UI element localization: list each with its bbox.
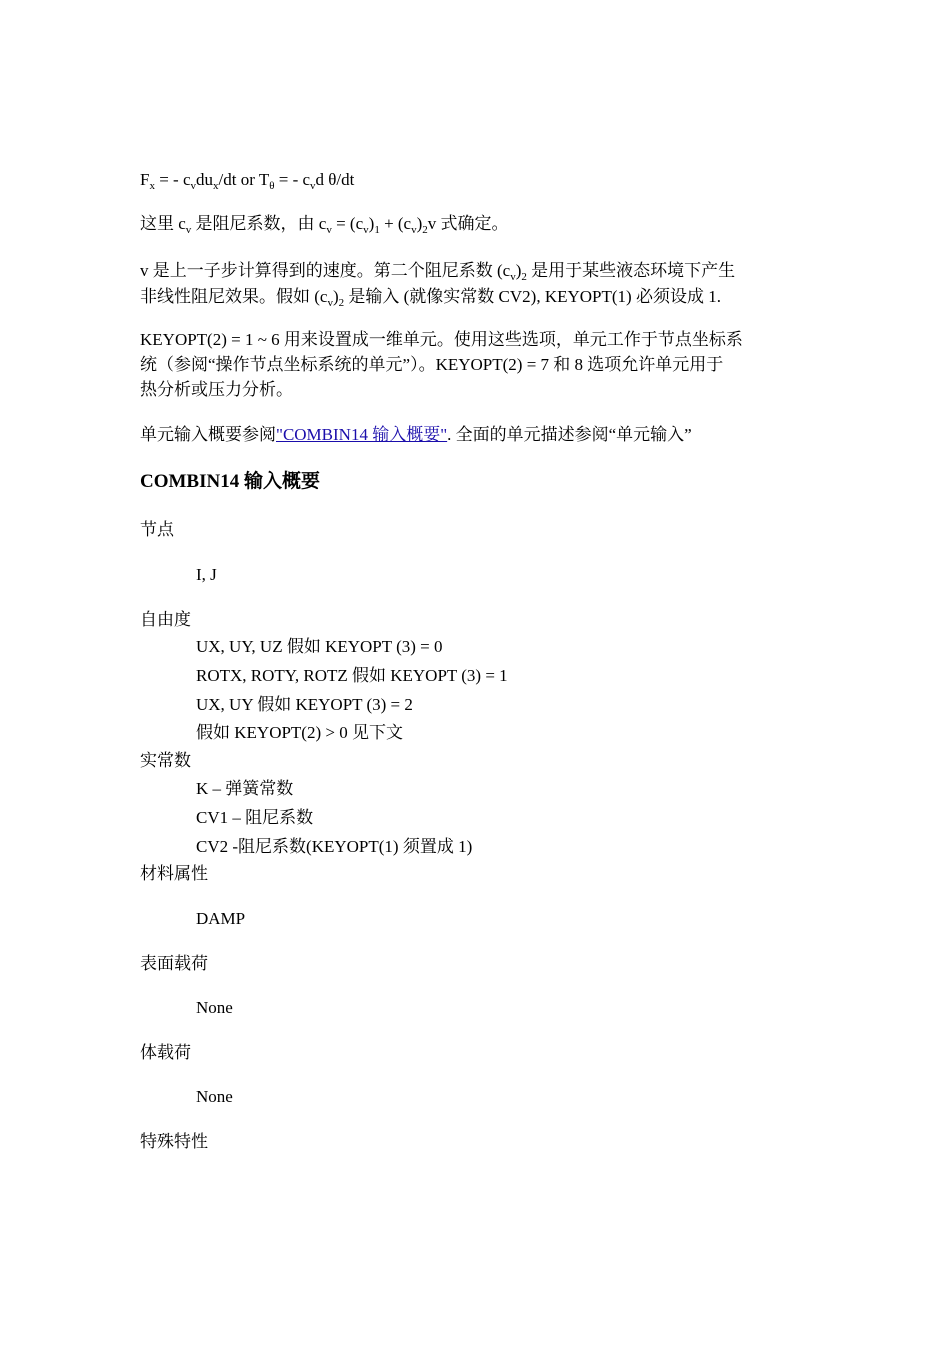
surface-loads-value: None xyxy=(196,998,233,1017)
body-loads-label: 体载荷 xyxy=(140,1043,191,1062)
keyopt-paragraph-line-1: KEYOPT(2) = 1 ~ 6 用来设置成一维单元。使用这些选项，单元工作于节点坐标系 xyxy=(140,330,743,349)
surface-loads-label: 表面载荷 xyxy=(140,954,208,973)
real-constant-item: K – 弹簧常数 xyxy=(196,779,294,798)
dof-item: UX, UY 假如 KEYOPT (3) = 2 xyxy=(196,695,413,714)
input-summary-reference: 单元输入概要参阅"COMBIN14 输入概要". 全面的单元描述参阅“单元输入” xyxy=(140,425,692,444)
dof-label: 自由度 xyxy=(140,610,191,629)
velocity-paragraph-line-2: 非线性阻尼效果。假如 $(c_v)_2$ 是输入 (就像实常数 CV2), KEYOPT(1) 必须设成 1. xyxy=(140,287,721,309)
real-constant-item: CV2 -阻尼系数(KEYOPT(1) 须置成 1) xyxy=(196,837,473,856)
material-value: DAMP xyxy=(196,909,246,928)
dof-item: ROTX, ROTY, ROTZ 假如 KEYOPT (3) = 1 xyxy=(196,666,508,685)
nodes-value: I, J xyxy=(196,565,217,584)
body-loads-value: None xyxy=(196,1087,233,1106)
special-features-label: 特殊特性 xyxy=(140,1132,208,1151)
keyopt-paragraph-line-2: 统（参阅“操作节点坐标系统的单元”）。KEYOPT(2) = 7 和 8 选项允许单元用于 xyxy=(140,355,724,374)
damping-coefficient-paragraph: 这里 $c_v$ 是阻尼系数，由 $c_v = (c_v)_1 + (c_v)_2v$ 式确定。 xyxy=(140,214,509,236)
input-summary-link[interactable]: "COMBIN14 输入概要" xyxy=(276,425,448,444)
dof-item: UX, UY, UZ 假如 KEYOPT (3) = 0 xyxy=(196,637,443,656)
keyopt-paragraph-line-3: 热分析或压力分析。 xyxy=(140,380,293,399)
real-constants-label: 实常数 xyxy=(140,751,191,770)
velocity-paragraph-line-1: v 是上一子步计算得到的速度。第二个阻尼系数 $(c_v)_2$ 是用于某些液态环境下产生 xyxy=(140,261,736,283)
section-title: COMBIN14 输入概要 xyxy=(140,471,320,492)
dof-item: 假如 KEYOPT(2) > 0 见下文 xyxy=(196,723,403,742)
damping-force-formula: $F_x$ = - $c_vdu_x/dt$ or $T_\theta$ = - $c_vd$ θ/dt xyxy=(140,170,355,192)
real-constant-item: CV1 – 阻尼系数 xyxy=(196,808,314,827)
material-label: 材料属性 xyxy=(140,864,208,883)
nodes-label: 节点 xyxy=(140,520,174,539)
